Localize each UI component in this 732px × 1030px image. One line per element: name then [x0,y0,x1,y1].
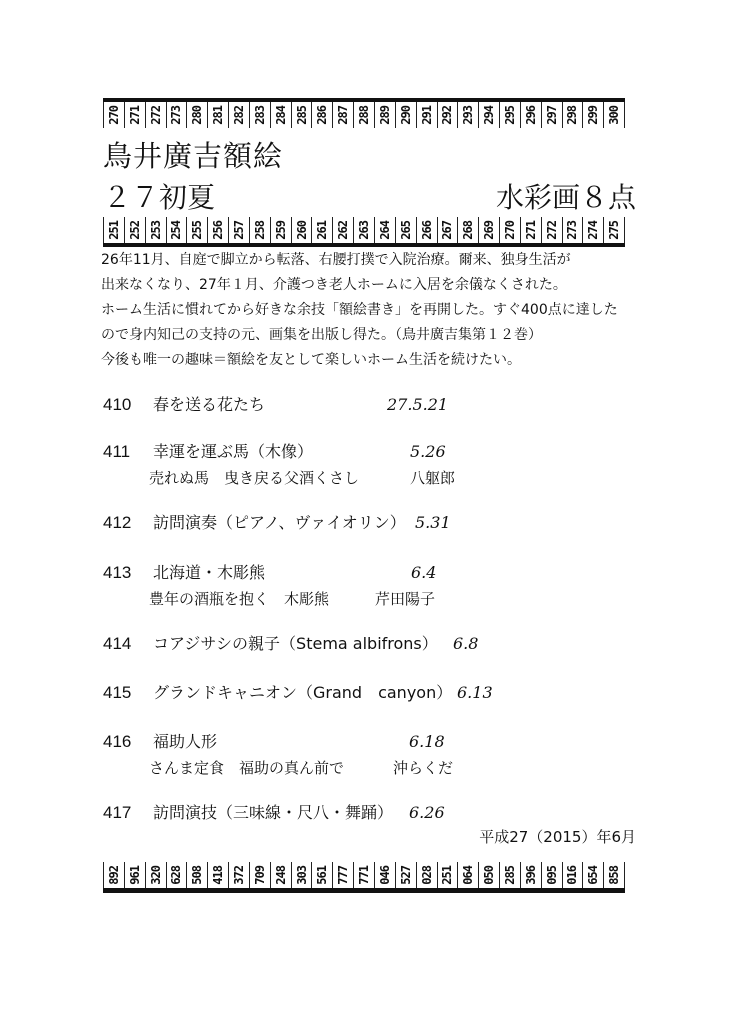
strip-cell [270,862,291,888]
strip-number: 858 [607,865,622,885]
strip-cell [374,102,395,128]
strip-number: 777 [336,865,351,885]
strip-number: 270 [106,105,121,125]
strip-cell [374,862,395,888]
strip-number: 285 [502,865,517,885]
intro-line: 26年11月、自庭で脚立から転落、右腰打撲で入院治療。爾来、独身生活が [101,252,571,268]
strip-number: 252 [127,220,142,240]
artwork-entry [103,439,663,490]
mid-number-strip [103,217,625,247]
strip-cell [437,102,458,128]
strip-number: 260 [294,220,309,240]
strip-number: 253 [148,220,163,240]
strip-number: 261 [315,220,330,240]
entry-number: 413 [103,563,132,582]
strip-cell [353,102,374,128]
strip-cell [499,102,520,128]
strip-number: 628 [169,865,184,885]
strip-cell [562,217,583,243]
strip-number: 271 [523,220,538,240]
strip-number: 028 [419,865,434,885]
strip-cell [145,217,166,243]
strip-number: 258 [252,220,267,240]
strip-number: 281 [211,105,226,125]
strip-cell [457,102,478,128]
artwork-entry [103,560,663,611]
strip-number: 256 [211,220,226,240]
entry-title: グランドキャニオン（Grand canyon） [153,683,453,702]
intro-line: ので身内知己の支持の元、画集を出版し得た。（鳥井廣吉集第１２巻） [101,327,542,343]
strip-number: 251 [440,865,455,885]
strip-number: 296 [523,105,538,125]
strip-cell [145,862,166,888]
strip-cell [416,862,437,888]
strip-cell [291,217,312,243]
strip-number: 272 [544,220,559,240]
strip-number: 527 [398,865,413,885]
strip-cell [562,862,583,888]
top-number-strip [103,98,625,128]
haiku-text: さんま定食 福助の真ん前で [149,759,345,777]
strip-number: 274 [586,220,601,240]
strip-cell [395,102,416,128]
strip-cell [311,217,332,243]
entry-number: 415 [103,683,132,702]
entry-date: 6.8 [453,634,479,653]
strip-cell [353,862,374,888]
strip-cell [124,102,145,128]
strip-cell [353,217,374,243]
strip-number: 273 [565,220,580,240]
artwork-count-label: 水彩画８点 [495,181,636,214]
artwork-entry [103,510,663,536]
strip-number: 270 [502,220,517,240]
strip-number: 654 [586,865,601,885]
strip-cell [603,217,625,243]
strip-cell [478,217,499,243]
strip-number: 284 [273,105,288,125]
strip-cell [311,862,332,888]
entry-date: 5.31 [415,513,451,532]
strip-cell [541,862,562,888]
intro-paragraph [101,248,641,373]
strip-cell [166,217,187,243]
haiku-text: 豊年の酒瓶を抱く 木彫熊 [149,590,330,608]
strip-cell [124,217,145,243]
strip-cell [291,862,312,888]
strip-number: 294 [482,105,497,125]
strip-cell [249,217,270,243]
strip-cell [291,102,312,128]
strip-number: 255 [190,220,205,240]
strip-number: 508 [190,865,205,885]
strip-cell [395,862,416,888]
strip-cell [186,217,207,243]
strip-cell [207,862,228,888]
entry-number: 414 [103,634,132,653]
entry-date: 6.18 [409,732,445,751]
strip-number: 265 [398,220,413,240]
entry-date: 5.26 [410,442,446,461]
strip-cell [249,102,270,128]
strip-cell [520,102,541,128]
haiku-author: 八躯郎 [410,469,456,487]
strip-cell [166,102,187,128]
strip-cell [270,102,291,128]
strip-cell [249,862,270,888]
strip-number: 267 [440,220,455,240]
strip-cell [166,862,187,888]
intro-line: ホーム生活に慣れてから好きな余技「額絵書き」を再開した。すぐ400点に達した [101,302,618,318]
strip-number: 046 [377,865,392,885]
intro-line: 今後も唯一の趣味＝額絵を友として楽しいホーム生活を続けたい。 [101,352,521,368]
strip-cell [499,217,520,243]
strip-number: 275 [607,220,622,240]
strip-cell [186,862,207,888]
strip-number: 372 [231,865,246,885]
strip-cell [541,102,562,128]
entry-number: 411 [103,442,131,461]
entry-date: 27.5.21 [387,395,449,414]
strip-number: 282 [231,105,246,125]
strip-cell [186,102,207,128]
strip-number: 299 [586,105,601,125]
strip-cell [395,217,416,243]
strip-number: 298 [565,105,580,125]
entry-title: コアジサシの親子（Stema albifrons） [153,634,438,653]
strip-cell [332,102,353,128]
strip-number: 396 [523,865,538,885]
strip-cell [103,862,124,888]
strip-cell [332,217,353,243]
strip-number: 263 [357,220,372,240]
entry-title: 春を送る花たち [153,395,266,414]
strip-cell [207,102,228,128]
strip-number: 290 [398,105,413,125]
strip-number: 050 [482,865,497,885]
strip-cell [103,217,124,243]
haiku-text: 売れぬ馬 曳き戻る父酒くさし [149,469,360,487]
strip-number: 269 [482,220,497,240]
strip-cell [478,102,499,128]
strip-cell [207,217,228,243]
strip-number: 285 [294,105,309,125]
strip-cell [541,217,562,243]
artwork-entry [103,680,663,706]
strip-cell [603,102,625,128]
artwork-entry [103,631,663,657]
strip-cell [457,862,478,888]
entry-title: 北海道・木彫熊 [153,563,266,582]
strip-number: 961 [127,865,142,885]
artwork-entry [103,392,663,418]
strip-number: 259 [273,220,288,240]
strip-number: 271 [127,105,142,125]
strip-number: 257 [231,220,246,240]
entry-number: 417 [103,803,132,822]
strip-cell [457,217,478,243]
strip-number: 286 [315,105,330,125]
strip-number: 280 [190,105,205,125]
strip-number: 264 [377,220,392,240]
bottom-number-strip [103,862,625,893]
artwork-entry [103,729,663,780]
entry-date: 6.26 [409,803,445,822]
strip-cell [520,217,541,243]
strip-number: 248 [273,865,288,885]
strip-cell [228,862,249,888]
season-subtitle: ２７初夏 [103,181,216,214]
strip-cell [499,862,520,888]
strip-cell [603,862,625,888]
strip-number: 771 [357,865,372,885]
strip-cell [582,862,603,888]
entry-title: 幸運を運ぶ馬（木像） [153,442,314,461]
strip-cell [582,217,603,243]
haiku-author: 沖らくだ [393,759,454,777]
strip-number: 293 [461,105,476,125]
entry-title: 訪問演奏（ピアノ、ヴァイオリン） [153,513,406,532]
entry-number: 410 [103,395,132,414]
strip-cell [103,102,124,128]
strip-number: 016 [565,865,580,885]
strip-cell [311,102,332,128]
haiku-author: 芹田陽子 [375,590,436,608]
artwork-entry [103,800,663,826]
strip-number: 709 [252,865,267,885]
strip-cell [374,217,395,243]
entry-title: 福助人形 [153,732,218,751]
entry-date: 6.13 [457,683,493,702]
strip-cell [228,217,249,243]
page-title: 鳥井廣吉額絵 [103,139,284,173]
strip-number: 320 [148,865,163,885]
strip-number: 292 [440,105,455,125]
strip-number: 288 [357,105,372,125]
strip-cell [437,862,458,888]
strip-number: 289 [377,105,392,125]
strip-number: 272 [148,105,163,125]
strip-cell [562,102,583,128]
strip-cell [416,217,437,243]
strip-cell [520,862,541,888]
strip-cell [145,102,166,128]
strip-number: 297 [544,105,559,125]
publication-date: 平成27（2015）年6月 [479,828,636,846]
strip-number: 251 [106,220,121,240]
strip-number: 303 [294,865,309,885]
strip-number: 283 [252,105,267,125]
strip-cell [270,217,291,243]
entry-title: 訪問演技（三味線・尺八・舞踊） [153,803,394,822]
strip-number: 287 [336,105,351,125]
strip-number: 892 [106,865,121,885]
strip-number: 291 [419,105,434,125]
strip-cell [228,102,249,128]
strip-number: 300 [607,105,622,125]
strip-number: 418 [211,865,226,885]
strip-number: 295 [502,105,517,125]
strip-number: 095 [544,865,559,885]
strip-number: 064 [461,865,476,885]
strip-cell [416,102,437,128]
entry-date: 6.4 [411,563,437,582]
strip-cell [437,217,458,243]
strip-number: 273 [169,105,184,125]
strip-number: 268 [461,220,476,240]
strip-number: 266 [419,220,434,240]
entry-number: 416 [103,732,132,751]
strip-number: 262 [336,220,351,240]
strip-cell [478,862,499,888]
entry-number: 412 [103,513,132,532]
strip-number: 561 [315,865,330,885]
strip-number: 254 [169,220,184,240]
intro-line: 出来なくなり、27年１月、介護つき老人ホームに入居を余儀なくされた。 [101,277,567,293]
strip-cell [582,102,603,128]
strip-cell [332,862,353,888]
strip-cell [124,862,145,888]
